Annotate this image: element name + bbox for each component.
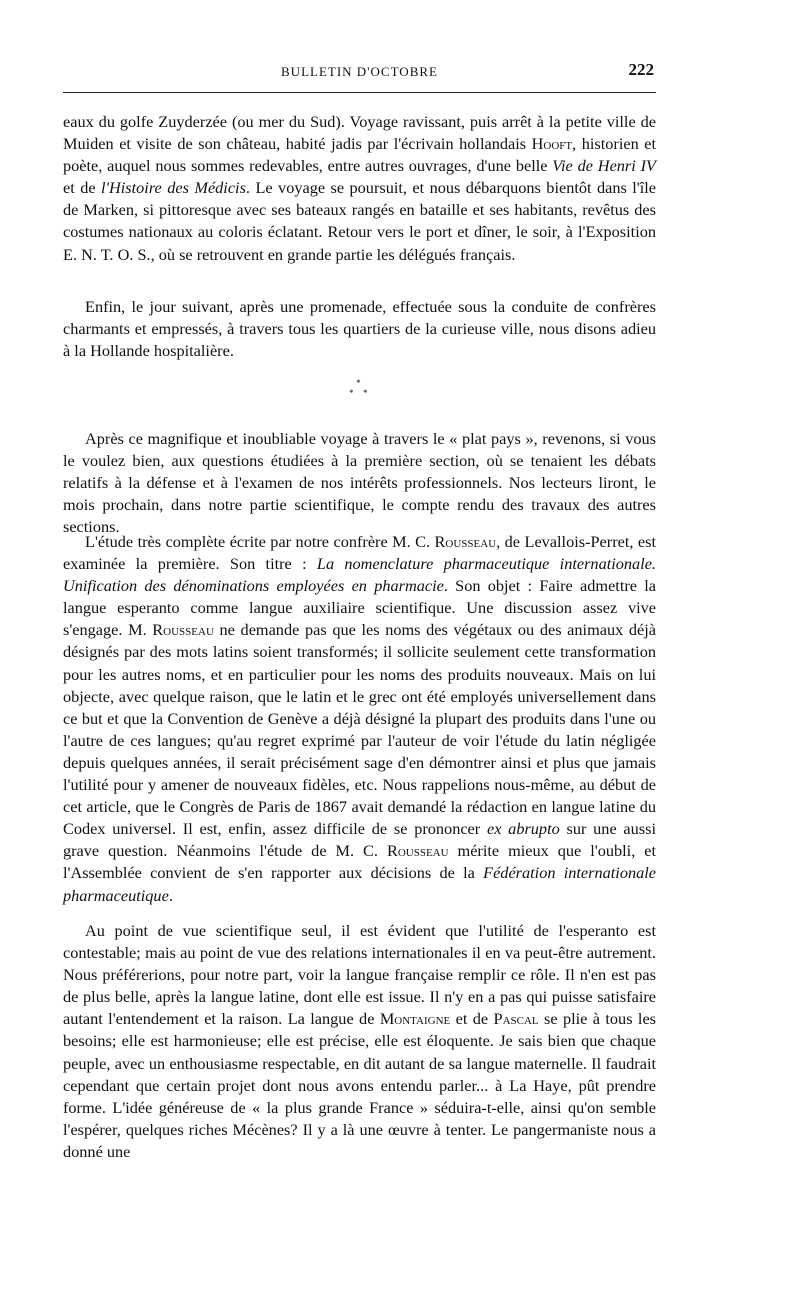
paragraph-5 [63,920,656,1163]
running-header [63,58,656,84]
page-number: 222 [628,60,654,79]
text-segment: Enfin, le jour suivant, après une promenade, effectuée sous la conduite de confrères charmants et empressés, à travers tous les quartiers de la curieuse ville, nous disons adieu à la Hollande hospitalière. [63,297,656,361]
text-segment: Au point de vue scientifique seul, il est évident que l'utilité de l'esperanto est contestable; mais au point de vue des relations internationales il en va peut-être autrement. Nous préférerions, pour notre part, voir la langue française remplir ce rôle. Il n'en est pas de plus belle, après la langue latine, dont elle est issue. Il n'y en a pas qui puisse satisfaire autant l'entendement et la raison. La langue de [63,921,656,1029]
paragraph-1 [63,111,656,266]
text-segment: mérite mieux que l'oubli, et l'Assemblée convient de s'en rapporter aux décisions de la [63,841,656,883]
star-ornament: * [363,388,368,398]
star-ornament: * [356,378,361,388]
text-segment: Après ce magnifique et inoubliable voyage à travers le « plat pays », revenons, si vous le voulez bien, aux questions étudiées à la première section, où se tenaient les débats relatifs à la défense et à l'examen de nos intérêts professionnels. Nos lecteurs liront, le mois prochain, dans notre partie scientifique, le compte rendu des travaux des autres sections. [63,429,656,537]
book-title-medicis: l'Histoire des Médicis [101,178,246,198]
text-segment: et de [63,178,102,198]
text-segment: . Le voyage se poursuit, et nous débarquons bientôt dans l'île de Marken, si pittoresque avec ses bateaux rangés en bataille et ses habitants, revêtus des costumes nationaux au coloris éclatant. Retour vers le port et dîner, le soir, à l'Exposition E. N. T. O. S., où se retrouvent en grande partie les délégués français. [63,178,656,264]
paragraph-2 [63,296,656,362]
author-name-rousseau: Rousseau [152,620,214,640]
paragraph-4 [63,531,656,907]
text-segment: , historien et poète, auquel nous sommes redevables, entre autres ouvrages, d'une belle [63,134,657,176]
study-title: La nomenclature pharmaceutique internationale. Unification des dénominations employées en pharmacie [63,554,657,596]
text-segment: se plie à tous les besoins; elle est harmonieuse; elle est précise, elle est éloquente. Je sais bien que chaque peuple, avec un enthousiasme respectable, en dit autant de sa langue maternelle. Il faudrait cependant que certain projet dont nous avons entendu parler... à La Haye, pût prendre forme. L'idée généreuse de « la plus grande France » séduira-t-elle, ainsi qu'on semble l'espérer, quelques riches Mécènes? Il y a là une œuvre à tenter. Le pangermaniste nous a donné une [63,1009,657,1161]
author-name-pascal: Pascal [493,1009,539,1029]
federation-name: Fédération internationale pharmaceutique [63,863,656,905]
paragraph-3 [63,428,656,538]
text-segment: . [168,885,173,905]
author-name-hooft: Hooft [531,134,573,154]
star-ornament: * [349,388,354,398]
text-segment: . Son objet : Faire admettre la langue esperanto comme langue auxiliaire scientifique. Une discussion assez vive s'engage. M. [63,576,656,640]
author-name-rousseau: Rousseau [386,841,449,861]
text-segment: L'étude très complète écrite par notre confrère M. C. [85,532,435,551]
book-title-henri-iv: Vie de Henri IV [552,156,656,176]
author-name-montaigne: Montaigne [379,1009,451,1029]
latin-phrase: ex abrupto [486,819,560,839]
text-segment: ne demande pas que les noms des végétaux ou des animaux déjà désignés par des mots latins soient transformés; il sollicite seulement cette transformation pour les autres noms, et en particulier pour les noms des produits nouveaux. Mais on lui objecte, avec quelque raison, que le latin et le grec ont été employés universellement dans ce but et que la Convention de Genève a déjà désigné la plupart des produits dans l'une ou l'autre de ces langues; qu'au regret exprimé par l'auteur de voir l'étude du latin négligée depuis quelques années, il serait précisément sage d'en démontrer ainsi et plus que jamais l'utilité pour y amener de nouveaux fidèles, etc. Nous rappelions nous-même, au début de cet article, que le Congrès de Paris de 1867 avait demandé la rédaction en langue latine du Codex universel. Il est, enfin, assez difficile de se prononcer [63,620,657,839]
section-separator [340,375,380,405]
text-segment: et de [450,1009,494,1029]
header-rule [63,92,656,93]
text-segment: eaux du golfe Zuyderzée (ou mer du Sud). Voyage ravissant, puis arrêt à la petite ville de Muiden et visite de son château, habité jadis par l'écrivain hollandais [63,112,656,154]
text-segment: sur une aussi grave question. Néanmoins l'étude de M. C. [63,819,656,861]
author-name-rousseau: Rousseau [434,532,497,551]
header-title: BULLETIN D'OCTOBRE [281,64,438,79]
text-segment: , de Levallois-Perret, est examinée la première. Son titre : [63,532,656,574]
